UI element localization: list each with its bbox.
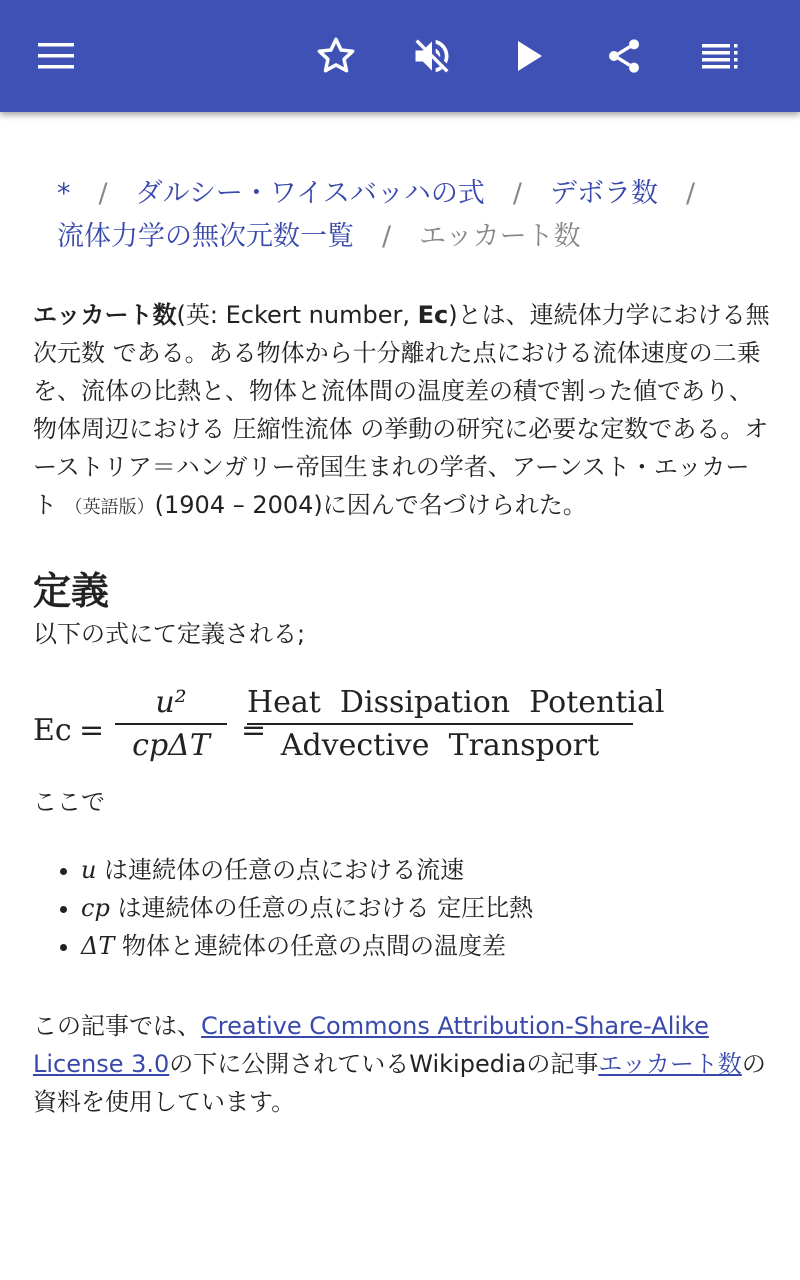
breadcrumb-link-root[interactable]: * (57, 178, 71, 209)
breadcrumb-separator: / (382, 221, 392, 252)
mute-button[interactable] (404, 28, 460, 84)
formula-lhs: Ec (33, 713, 72, 748)
list-item (81, 851, 773, 889)
play-icon (514, 39, 546, 73)
star-outline-icon (315, 35, 357, 77)
formula-fraction-2 (247, 683, 665, 767)
license-footer (33, 1007, 773, 1121)
formula-fraction-1 (115, 683, 227, 767)
variable-symbol: ΔT (81, 932, 115, 960)
formula-numerator-1: u² (155, 685, 187, 720)
variable-description: 物体と連続体の任意の点間の温度差 (114, 932, 506, 960)
intro-text-end: (1904 – 2004)に因んで名づけられた。 (154, 491, 587, 519)
intro-abbr: Ec (417, 301, 449, 329)
breadcrumb-link-deborah[interactable]: デボラ数 (549, 178, 658, 209)
bookmark-button[interactable] (308, 28, 364, 84)
formula-numerator-2: Heat Dissipation Potential (247, 685, 665, 720)
article-content (33, 172, 773, 1121)
variable-symbol: u (81, 856, 97, 884)
formula-equals: = (79, 713, 105, 748)
formula-denominator-1: cpΔT (132, 728, 210, 763)
breadcrumb-separator: / (685, 178, 696, 209)
breadcrumb-current: エッカート数 (419, 221, 581, 252)
contents-button[interactable] (692, 28, 748, 84)
menu-icon (36, 42, 76, 70)
intro-text: )とは、連続体力学における無次元数 である。ある物体から十分離れた点における流体速度の二乗を、流体の比熱と、物体と流体間の温度差の積で割った値であり、物体周辺における 圧縮性流体 の挙動の研究に必要な定数である。オーストリア＝ハンガリー帝国生まれの学者、アーンスト・エッカート (33, 301, 770, 519)
breadcrumb (33, 172, 773, 258)
volume-off-icon (410, 34, 454, 78)
app-bar (0, 0, 800, 112)
playlist-icon (700, 43, 740, 69)
formula-equals: = (241, 713, 267, 748)
list-item (81, 927, 773, 965)
share-button[interactable] (596, 28, 652, 84)
variable-description: は連続体の任意の点における 定圧比熱 (109, 894, 534, 922)
where-text: ここで (33, 788, 105, 816)
breadcrumb-link-list[interactable]: 流体力学の無次元数一覧 (57, 221, 354, 252)
list-item (81, 889, 773, 927)
menu-button[interactable] (28, 28, 84, 84)
section-heading-definition: 定義 (33, 569, 110, 613)
footer-text: の資料を使用しています。 (33, 1050, 766, 1116)
formula-denominator-2: Advective Transport (280, 728, 600, 763)
definition-lead: 以下の式にて定義される; (33, 620, 306, 648)
article-link[interactable]: エッカート数 (598, 1050, 742, 1078)
license-link[interactable]: Creative Commons Attribution-Share-Alike License 3.0 (33, 1012, 709, 1078)
english-version-note: （英語版） (64, 497, 155, 518)
intro-open: (英: Eckert number, (176, 301, 418, 329)
footer-text: この記事では、 (33, 1012, 201, 1040)
intro-paragraph (33, 296, 773, 527)
breadcrumb-link-darcy[interactable]: ダルシー・ワイスバッハの式 (135, 178, 485, 209)
breadcrumb-separator: / (98, 178, 108, 209)
variable-list (33, 851, 773, 965)
formula (33, 685, 773, 783)
play-button[interactable] (502, 28, 558, 84)
footer-text: の下に公開されているWikipediaの記事 (169, 1050, 599, 1078)
share-icon (604, 35, 644, 77)
variable-description: は連続体の任意の点における流速 (96, 856, 465, 884)
intro-term: エッカート数 (33, 301, 177, 329)
variable-symbol: cp (81, 894, 110, 922)
breadcrumb-separator: / (512, 178, 522, 209)
